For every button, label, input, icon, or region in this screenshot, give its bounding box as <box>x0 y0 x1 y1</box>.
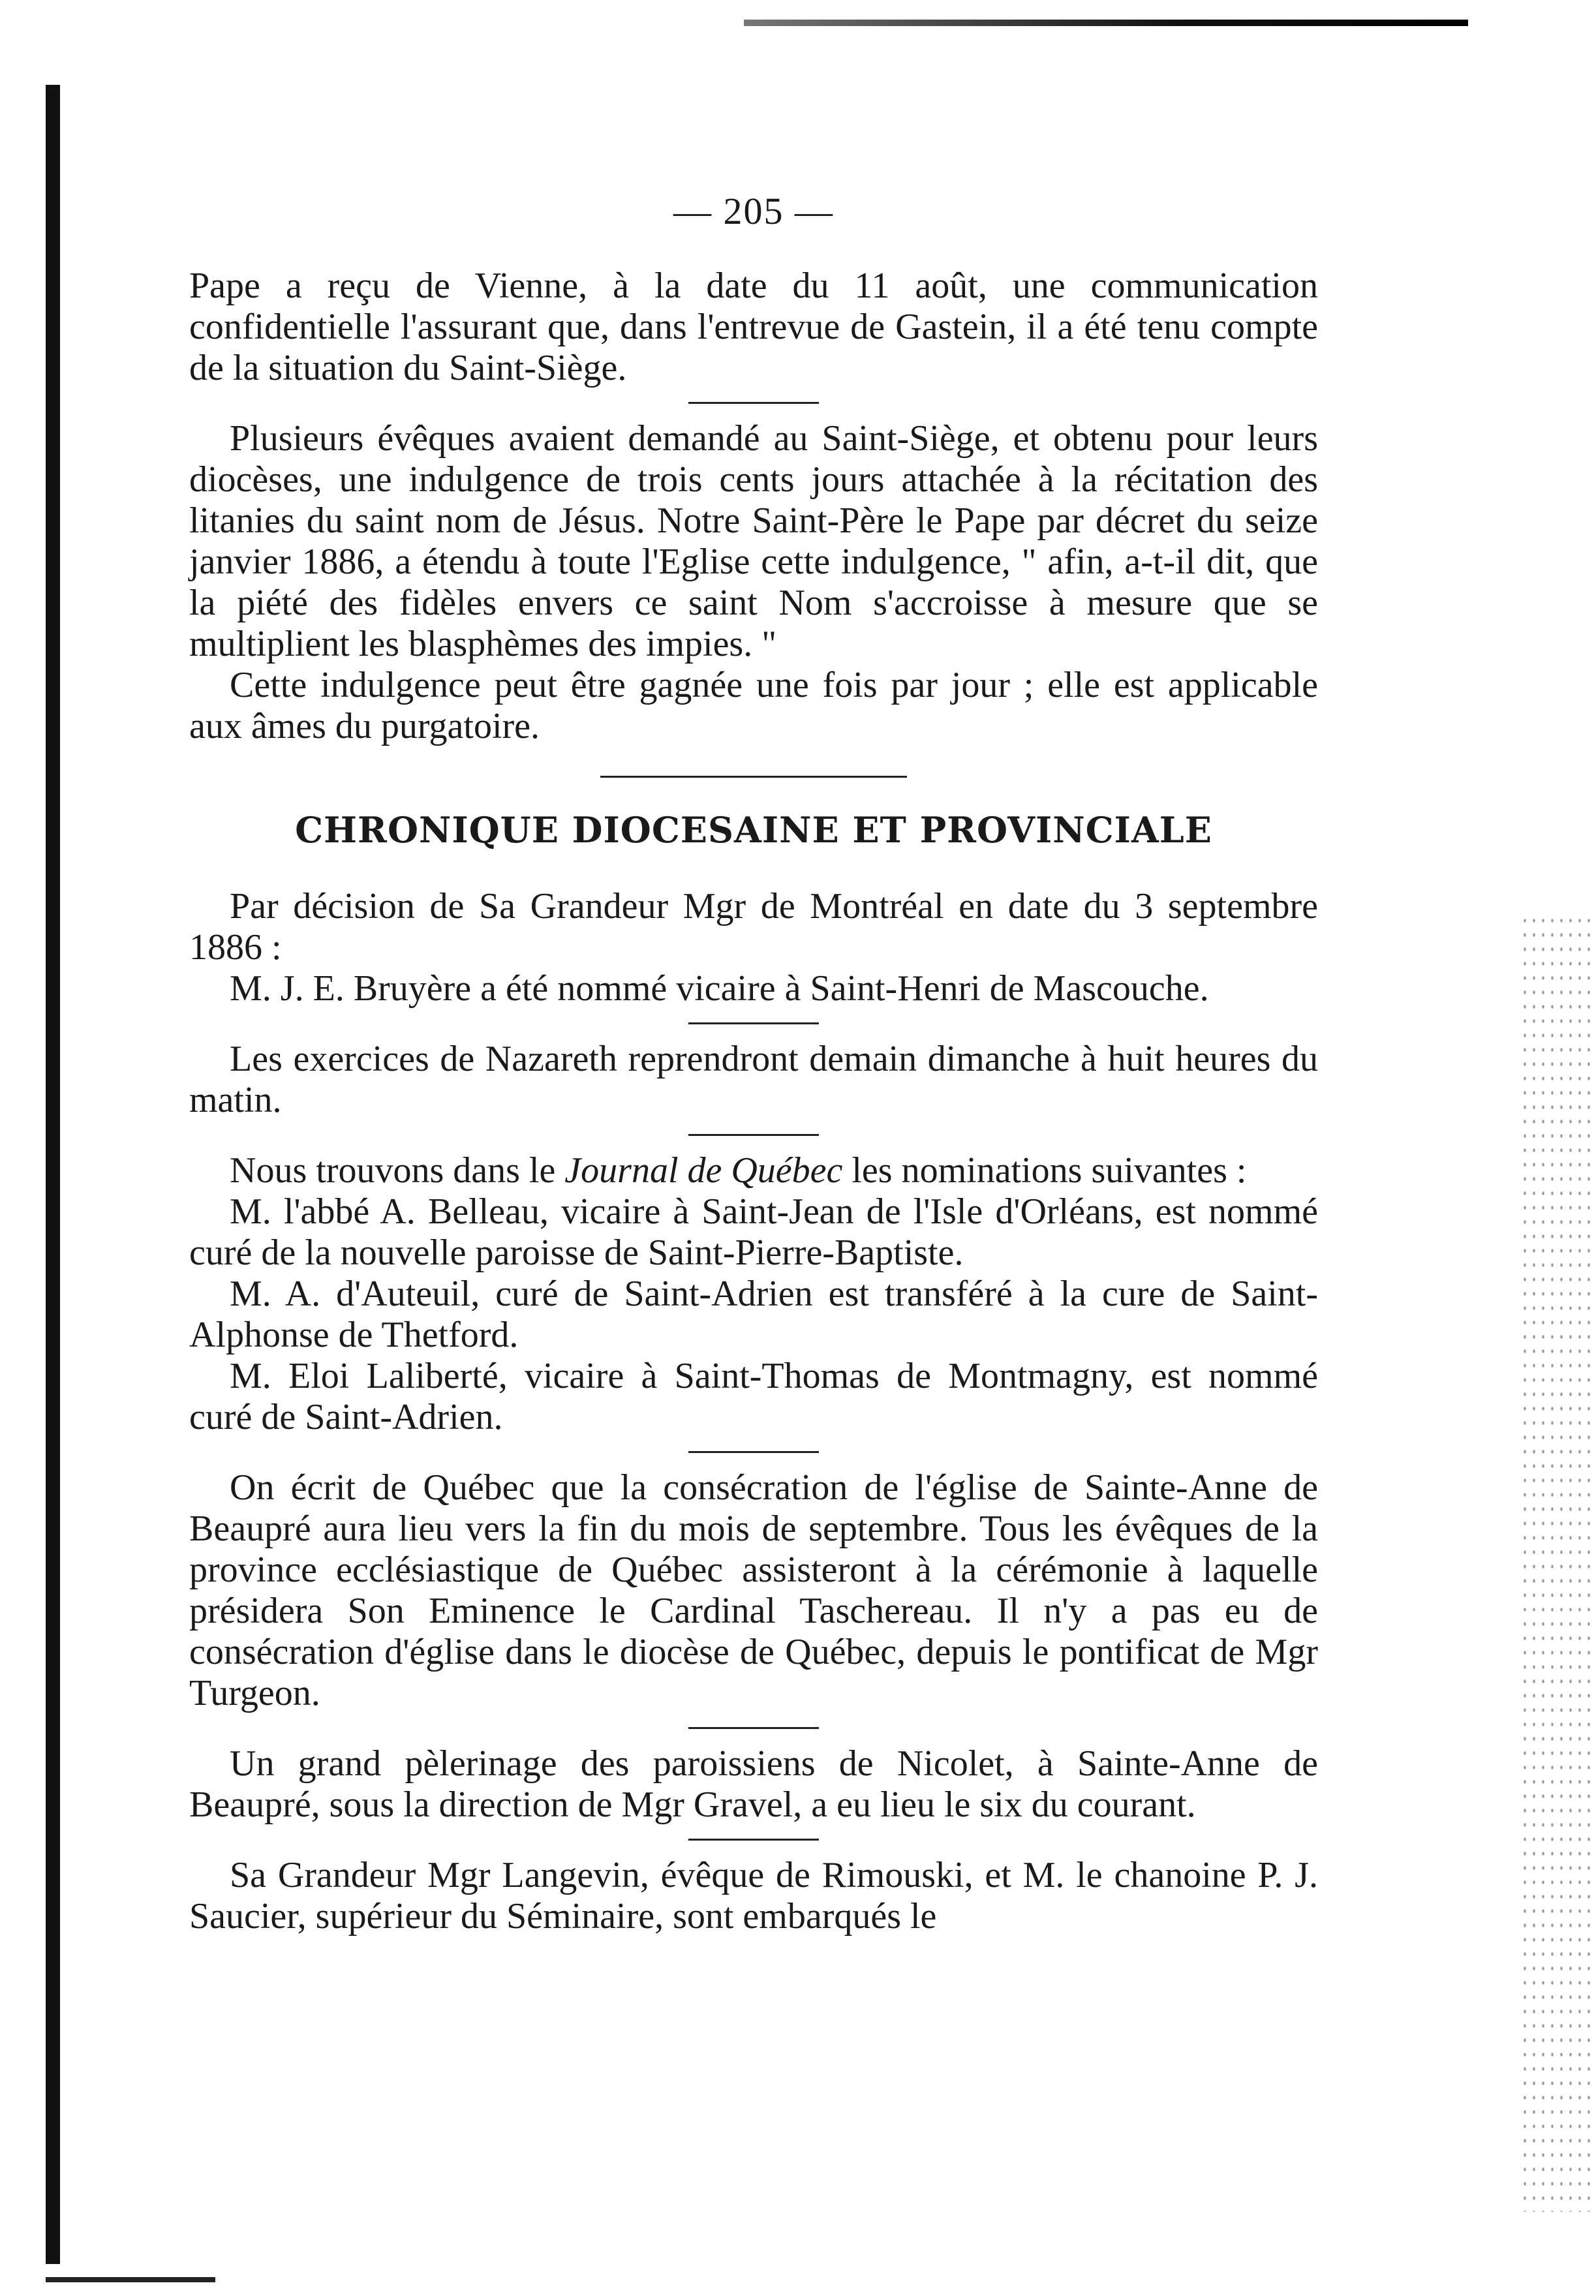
paragraph-exercices: Les exercices de Nazareth reprendront demain dimanche à huit heures du matin. <box>189 1039 1318 1120</box>
paragraph-langevin: Sa Grandeur Mgr Langevin, évêque de Rimouski, et M. le chanoine P. J. Saucier, supérieur du Séminaire, sont embarqués le <box>189 1855 1318 1936</box>
paragraph-auteuil: M. A. d'Auteuil, curé de Saint-Adrien est transféré à la cure de Saint-Alphonse de Thetford. <box>189 1274 1318 1355</box>
divider-rule <box>688 1134 819 1136</box>
nominations-text-before: Nous trouvons dans le <box>230 1150 565 1191</box>
paragraph-vienne: Pape a reçu de Vienne, à la date du 11 août, une communication confidentielle l'assurant que, dans l'entrevue de Gastein, il a été tenu compte de la situation du Saint-Siège. <box>189 266 1318 388</box>
divider-rule <box>688 1451 819 1453</box>
journal-title: Journal de Québec <box>564 1150 843 1191</box>
paragraph-indulgence-applicable: Cette indulgence peut être gagnée une fois par jour ; elle est applicable aux âmes du purgatoire. <box>189 665 1318 746</box>
paragraph-pelerinage: Un grand pèlerinage des paroissiens de Nicolet, à Sainte-Anne de Beaupré, sous la direction de Mgr Gravel, a eu lieu le six du courant. <box>189 1743 1318 1825</box>
divider-rule <box>688 1839 819 1841</box>
scan-left-edge-foot <box>46 2277 215 2282</box>
page-number: — 205 — <box>673 190 834 232</box>
section-heading: CHRONIQUE DIOCESAINE ET PROVINCIALE <box>295 809 1212 851</box>
scan-right-speckle <box>1520 913 1592 2212</box>
divider-rule <box>688 402 819 404</box>
paragraph-bruyere: M. J. E. Bruyère a été nommé vicaire à Saint-Henri de Mascouche. <box>230 968 1209 1009</box>
paragraph-consecration: On écrit de Québec que la consécration de l'église de Sainte-Anne de Beaupré aura lieu vers la fin du mois de septembre. Tous les évêques de la province ecclésiastique de Québec assisteront à la cérémonie à laquelle présidera Son Eminence le Cardinal Taschereau. Il n'y a pas eu de consécration d'église dans le diocèse de Québec, depuis le pontificat de Mgr Turgeon. <box>189 1467 1318 1713</box>
divider-rule <box>688 1022 819 1024</box>
section-divider-rule <box>600 776 907 778</box>
page-body <box>189 189 1318 1937</box>
scan-top-edge <box>744 20 1468 26</box>
nominations-text-after: les nominations suivantes : <box>842 1150 1247 1191</box>
scan-left-edge <box>46 85 60 2264</box>
paragraph-indulgence: Plusieurs évêques avaient demandé au Saint-Siège, et obtenu pour leurs diocèses, une indulgence de trois cents jours attachée à la récitation des litanies du saint nom de Jésus. Notre Saint-Père le Pape par décret du seize janvier 1886, a étendu à toute l'Eglise cette indulgence, " afin, a-t-il dit, que la piété des fidèles envers ce saint Nom s'accroisse à mesure que se multiplient les blasphèmes des impies. " <box>189 418 1318 664</box>
paragraph-belleau: M. l'abbé A. Belleau, vicaire à Saint-Jean de l'Isle d'Orléans, est nommé curé de la nouvelle paroisse de Saint-Pierre-Baptiste. <box>189 1191 1318 1273</box>
paragraph-decision: Par décision de Sa Grandeur Mgr de Montréal en date du 3 septembre 1886 : <box>189 886 1318 968</box>
divider-rule <box>688 1727 819 1729</box>
paragraph-nominations <box>189 1150 1318 1191</box>
paragraph-laliberte: M. Eloi Laliberté, vicaire à Saint-Thomas de Montmagny, est nommé curé de Saint-Adrien. <box>189 1356 1318 1437</box>
